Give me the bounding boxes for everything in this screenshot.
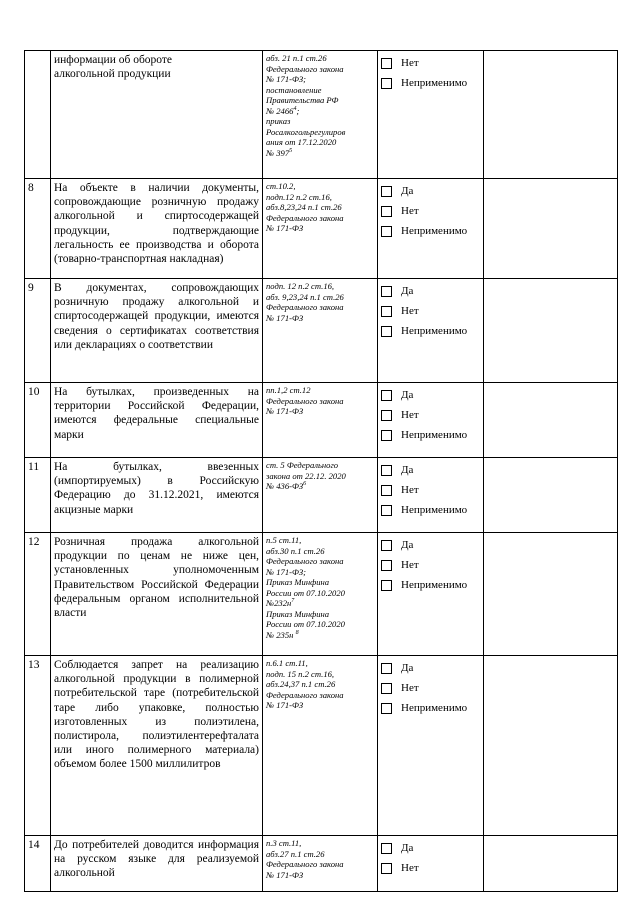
answer-option-label: Неприменимо bbox=[401, 324, 468, 337]
requirement-text: На объекте в наличии документы, сопровождающие розничную продажу алкогольной и спиртосодержащей продукции, подтверждающие легальность ее производства и оборота (товарно-транспортная накладная) bbox=[54, 182, 259, 266]
checklist-body bbox=[25, 51, 618, 892]
notes-cell[interactable] bbox=[484, 656, 618, 836]
checklist-row bbox=[25, 458, 618, 533]
answer-option-label: Неприменимо bbox=[401, 701, 468, 714]
row-number: 11 bbox=[25, 458, 51, 533]
answer-option-label: Да bbox=[401, 284, 414, 297]
legal-reference-cell bbox=[263, 656, 378, 836]
footnote-marker: 4 bbox=[293, 105, 297, 112]
requirement-text: информации об обороте алкогольной продукции bbox=[54, 54, 173, 81]
checklist-row bbox=[25, 51, 618, 179]
requirement-text: На бутылках, ввезенных (импортируемых) в Российскую Федерацию до 31.12.2021, имеются акцизные марки bbox=[54, 461, 259, 516]
answer-option[interactable] bbox=[381, 281, 480, 301]
answer-option-label: Неприменимо bbox=[401, 428, 468, 441]
requirement-cell bbox=[51, 836, 263, 892]
checklist-table bbox=[24, 50, 618, 892]
answer-option[interactable] bbox=[381, 73, 480, 93]
notes-cell[interactable] bbox=[484, 533, 618, 656]
answer-options-cell bbox=[378, 533, 484, 656]
requirement-text: Соблюдается запрет на реализацию алкогольной продукции в полимерной потребительской таре (потребительской таре либо упаковке, полностью изготовленных из полиэтилена, полистирола, полиэтилентерефталата или иного полимерного материала) объемом более 1500 миллилитров bbox=[54, 659, 259, 771]
legal-reference-text: п.6.1 ст.11, подп. 15 п.2 ст.16, абз.24,37 п.1 ст.26 Федерального закона № 171-ФЗ bbox=[266, 658, 344, 710]
answer-options-cell bbox=[378, 51, 484, 179]
answer-option-label: Нет bbox=[401, 483, 419, 496]
notes-cell[interactable] bbox=[484, 279, 618, 383]
checkbox[interactable] bbox=[381, 226, 392, 237]
requirement-cell bbox=[51, 383, 263, 458]
row-number: 13 bbox=[25, 656, 51, 836]
checkbox[interactable] bbox=[381, 206, 392, 217]
answer-options-cell bbox=[378, 383, 484, 458]
checkbox[interactable] bbox=[381, 663, 392, 674]
footnote-marker: 7 bbox=[291, 598, 295, 605]
answer-option-label: Неприменимо bbox=[401, 578, 468, 591]
checkbox[interactable] bbox=[381, 863, 392, 874]
notes-cell[interactable] bbox=[484, 836, 618, 892]
answer-option[interactable] bbox=[381, 321, 480, 341]
notes-cell[interactable] bbox=[484, 51, 618, 179]
legal-reference-cell bbox=[263, 383, 378, 458]
checkbox[interactable] bbox=[381, 843, 392, 854]
answer-option[interactable] bbox=[381, 838, 480, 858]
answer-option[interactable] bbox=[381, 480, 480, 500]
answer-option-label: Нет bbox=[401, 408, 419, 421]
answer-option[interactable] bbox=[381, 658, 480, 678]
notes-cell[interactable] bbox=[484, 383, 618, 458]
requirement-cell bbox=[51, 533, 263, 656]
checklist-row bbox=[25, 179, 618, 279]
checkbox[interactable] bbox=[381, 485, 392, 496]
answer-option[interactable] bbox=[381, 678, 480, 698]
checkbox[interactable] bbox=[381, 505, 392, 516]
checkbox[interactable] bbox=[381, 540, 392, 551]
legal-reference-cell bbox=[263, 458, 378, 533]
checklist-row bbox=[25, 656, 618, 836]
answer-option[interactable] bbox=[381, 53, 480, 73]
notes-cell[interactable] bbox=[484, 179, 618, 279]
legal-reference-text: абз. 21 п.1 ст.26 Федерального закона № 171-ФЗ; постановление Правительства РФ № 2466 bbox=[266, 53, 344, 116]
answer-option-label: Нет bbox=[401, 861, 419, 874]
requirement-text: В документах, сопровождающих розничную продажу алкогольной и спиртосодержащей продукции, имеются сведения о сертификатах соответствия или декларациях о соответствии bbox=[54, 282, 259, 351]
answer-option[interactable] bbox=[381, 500, 480, 520]
requirement-cell bbox=[51, 458, 263, 533]
checkbox[interactable] bbox=[381, 580, 392, 591]
answer-option[interactable] bbox=[381, 385, 480, 405]
answer-options-cell bbox=[378, 458, 484, 533]
checklist-row bbox=[25, 836, 618, 892]
answer-option[interactable] bbox=[381, 698, 480, 718]
answer-option-label: Да bbox=[401, 184, 414, 197]
checkbox[interactable] bbox=[381, 410, 392, 421]
answer-option-label: Нет bbox=[401, 304, 419, 317]
legal-reference-cell bbox=[263, 179, 378, 279]
requirement-cell bbox=[51, 179, 263, 279]
checkbox[interactable] bbox=[381, 390, 392, 401]
answer-option-label: Нет bbox=[401, 681, 419, 694]
answer-option[interactable] bbox=[381, 535, 480, 555]
row-number: 14 bbox=[25, 836, 51, 892]
legal-reference-text: пп.1,2 ст.12 Федерального закона № 171-ФЗ bbox=[266, 385, 344, 416]
answer-option-label: Да bbox=[401, 388, 414, 401]
requirement-cell bbox=[51, 279, 263, 383]
legal-reference-text: п.5 ст.11, абз.30 п.1 ст.26 Федерального закона № 171-ФЗ; Приказ Минфина России от 07.10.2020 №232н bbox=[266, 535, 345, 608]
answer-option[interactable] bbox=[381, 405, 480, 425]
legal-reference-cell bbox=[263, 533, 378, 656]
row-number: 8 bbox=[25, 179, 51, 279]
answer-options-cell bbox=[378, 836, 484, 892]
requirement-text: До потребителей доводится информация на русском языке для реализуемой алкогольной bbox=[54, 839, 259, 880]
legal-reference-text: подп. 12 п.2 ст.16, абз. 9,23,24 п.1 ст.26 Федерального закона № 171-ФЗ bbox=[266, 281, 344, 323]
answer-option-label: Да bbox=[401, 841, 414, 854]
requirement-cell bbox=[51, 656, 263, 836]
row-number bbox=[25, 51, 51, 179]
answer-option-label: Нет bbox=[401, 56, 419, 69]
answer-option[interactable] bbox=[381, 555, 480, 575]
answer-option-label: Неприменимо bbox=[401, 503, 468, 516]
checkbox[interactable] bbox=[381, 186, 392, 197]
answer-option[interactable] bbox=[381, 221, 480, 241]
answer-options-cell bbox=[378, 179, 484, 279]
checkbox[interactable] bbox=[381, 703, 392, 714]
checkbox[interactable] bbox=[381, 78, 392, 89]
checkbox[interactable] bbox=[381, 286, 392, 297]
answer-option-label: Да bbox=[401, 463, 414, 476]
answer-option[interactable] bbox=[381, 460, 480, 480]
answer-option[interactable] bbox=[381, 301, 480, 321]
checklist-row bbox=[25, 279, 618, 383]
legal-reference-text: ст.10.2, подп.12 п.2 ст.16, абз.8,23,24 п.1 ст.26 Федерального закона № 171-ФЗ bbox=[266, 181, 344, 233]
answer-option[interactable] bbox=[381, 181, 480, 201]
requirement-text: На бутылках, произведенных на территории Российской Федерации, имеются федеральные специальные марки bbox=[54, 386, 259, 441]
checkbox[interactable] bbox=[381, 465, 392, 476]
answer-option[interactable] bbox=[381, 201, 480, 221]
row-number: 10 bbox=[25, 383, 51, 458]
requirement-cell bbox=[51, 51, 263, 179]
legal-reference-text: Приказ Минфина России от 07.10.2020 № 235н bbox=[266, 608, 345, 640]
checkbox[interactable] bbox=[381, 326, 392, 337]
notes-cell[interactable] bbox=[484, 458, 618, 533]
checkbox[interactable] bbox=[381, 560, 392, 571]
checkbox[interactable] bbox=[381, 58, 392, 69]
answer-options-cell bbox=[378, 656, 484, 836]
answer-option-label: Неприменимо bbox=[401, 224, 468, 237]
footnote-marker: 8 bbox=[295, 629, 299, 636]
checklist-row bbox=[25, 533, 618, 656]
legal-reference-cell bbox=[263, 836, 378, 892]
legal-reference-text: ; приказ Росалкогольрегулиров ания от 17.12.2020 № 397 bbox=[266, 105, 346, 158]
answer-option-label: Да bbox=[401, 661, 414, 674]
footnote-marker: 5 bbox=[289, 147, 293, 154]
answer-option[interactable] bbox=[381, 425, 480, 445]
row-number: 9 bbox=[25, 279, 51, 383]
answer-option-label: Нет bbox=[401, 204, 419, 217]
row-number: 12 bbox=[25, 533, 51, 656]
requirement-text: Розничная продажа алкогольной продукции по ценам не ниже цен, установленных уполномоченным Правительством Российской Федерации федеральным органом исполнительной власти bbox=[54, 536, 259, 620]
legal-reference-cell bbox=[263, 279, 378, 383]
checklist-row bbox=[25, 383, 618, 458]
legal-reference-cell bbox=[263, 51, 378, 179]
answer-option-label: Нет bbox=[401, 558, 419, 571]
answer-option[interactable] bbox=[381, 575, 480, 595]
answer-option[interactable] bbox=[381, 858, 480, 878]
footnote-marker: 6 bbox=[303, 481, 307, 488]
answer-option-label: Да bbox=[401, 538, 414, 551]
checkbox[interactable] bbox=[381, 306, 392, 317]
legal-reference-text: ст. 5 Федерального закона от 22.12. 2020 № 436-ФЗ bbox=[266, 460, 346, 491]
answer-option-label: Неприменимо bbox=[401, 76, 468, 89]
answer-options-cell bbox=[378, 279, 484, 383]
checkbox[interactable] bbox=[381, 683, 392, 694]
checkbox[interactable] bbox=[381, 430, 392, 441]
legal-reference-text: п.3 ст.11, абз.27 п.1 ст.26 Федерального закона № 171-ФЗ bbox=[266, 838, 344, 880]
